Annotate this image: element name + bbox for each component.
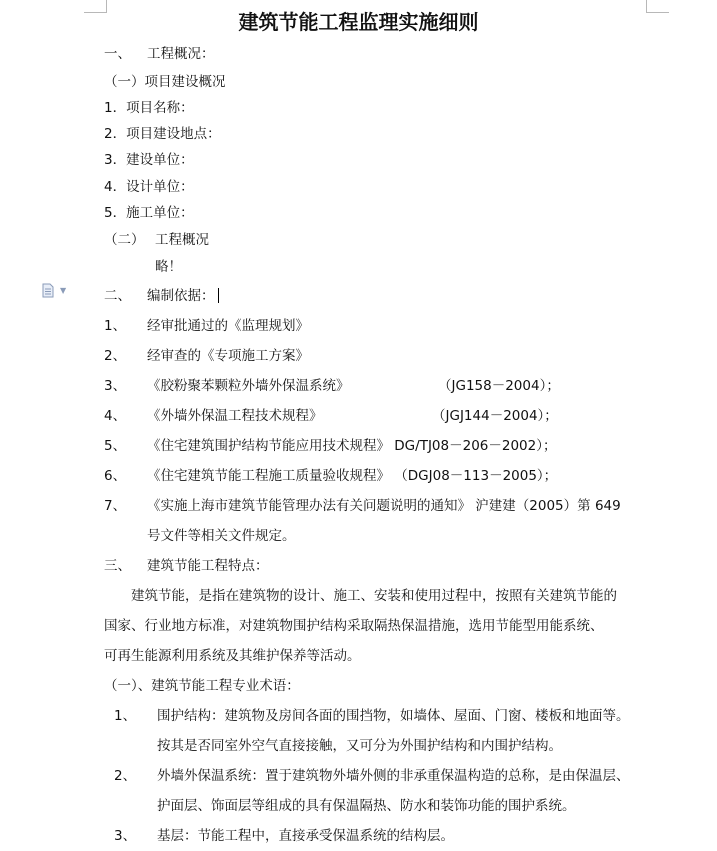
term-number: 1、 [114, 708, 137, 724]
section-heading: 建筑节能工程特点： [147, 558, 269, 574]
ref-text: 《住宅建筑节能工程施工质量验收规程》 （DGJ08－113－2005）； [147, 468, 558, 484]
term-line: 外墙外保温系统：置于建筑物外墙外侧的非承重保温构造的总称，是由保温层、 [157, 768, 630, 784]
ref-number: 5、 [104, 438, 127, 454]
chevron-down-icon[interactable]: ▼ [60, 286, 67, 295]
term-line: 围护结构：建筑物及房间各面的围挡物，如墙体、屋面、门窗、楼板和地面等。 [157, 708, 630, 724]
ref-text-continued: 号文件等相关文件规定。 [147, 528, 296, 544]
subsection-heading: 工程概况 [155, 232, 209, 248]
list-item: 5．施工单位： [104, 205, 194, 221]
section-number: 二、 [104, 288, 131, 304]
document-icon[interactable] [42, 283, 54, 298]
term-line: 按其是否同室外空气直接接触，又可分为外围护结构和内围护结构。 [157, 738, 562, 754]
list-item: 2．项目建设地点： [104, 126, 221, 142]
ref-text: 《外墙外保温工程技术规程》 [147, 408, 323, 424]
section-number: 一、 [104, 46, 131, 62]
list-item: 1．项目名称： [104, 100, 194, 116]
list-item: 3．建设单位： [104, 152, 194, 168]
document-title: 建筑节能工程监理实施细则 [238, 10, 479, 34]
term-line: 护面层、饰面层等组成的具有保温隔热、防水和装饰功能的围护系统。 [157, 798, 576, 814]
ref-number: 7、 [104, 498, 127, 514]
term-number: 3、 [114, 828, 137, 844]
ref-number: 3、 [104, 378, 127, 394]
ref-text: 经审查的《专项施工方案》 [147, 348, 309, 364]
subsection-heading: （一）项目建设概况 [104, 74, 226, 90]
ref-code: （JGJ144－2004）； [432, 408, 558, 424]
ref-number: 1、 [104, 318, 127, 334]
ref-text: 《实施上海市建筑节能管理办法有关问题说明的通知》 沪建建（2005）第 649 [147, 498, 621, 514]
section-heading: 编制依据： [147, 288, 215, 304]
list-item: 4．设计单位： [104, 179, 194, 195]
ref-number: 2、 [104, 348, 127, 364]
ref-number: 6、 [104, 468, 127, 484]
ref-code: （JG158－2004）； [438, 378, 560, 394]
term-line: 基层：节能工程中，直接承受保温系统的结构层。 [157, 828, 454, 844]
paragraph-line: 可再生能源利用系统及其维护保养等活动。 [104, 648, 361, 664]
section-heading: 工程概况： [147, 46, 215, 62]
paragraph-line: 国家、行业地方标准，对建筑物围护结构采取隔热保温措施，选用节能型用能系统、 [104, 618, 604, 634]
omitted-note: 略！ [155, 259, 182, 275]
ref-text: 经审批通过的《监理规划》 [147, 318, 309, 334]
ref-number: 4、 [104, 408, 127, 424]
paragraph-line: 建筑节能，是指在建筑物的设计、施工、安装和使用过程中，按照有关建筑节能的 [131, 588, 617, 604]
ref-text: 《胶粉聚苯颗粒外墙外保温系统》 [147, 378, 350, 394]
text-cursor [218, 288, 220, 303]
section-heading-wrap [147, 287, 219, 305]
subsection-number: （二） [104, 232, 145, 248]
term-number: 2、 [114, 768, 137, 784]
ref-text: 《住宅建筑围护结构节能应用技术规程》 DG/TJ08－206－2002）； [147, 438, 557, 454]
section-number: 三、 [104, 558, 131, 574]
subsection-heading: （一）、建筑节能工程专业术语： [104, 678, 300, 694]
